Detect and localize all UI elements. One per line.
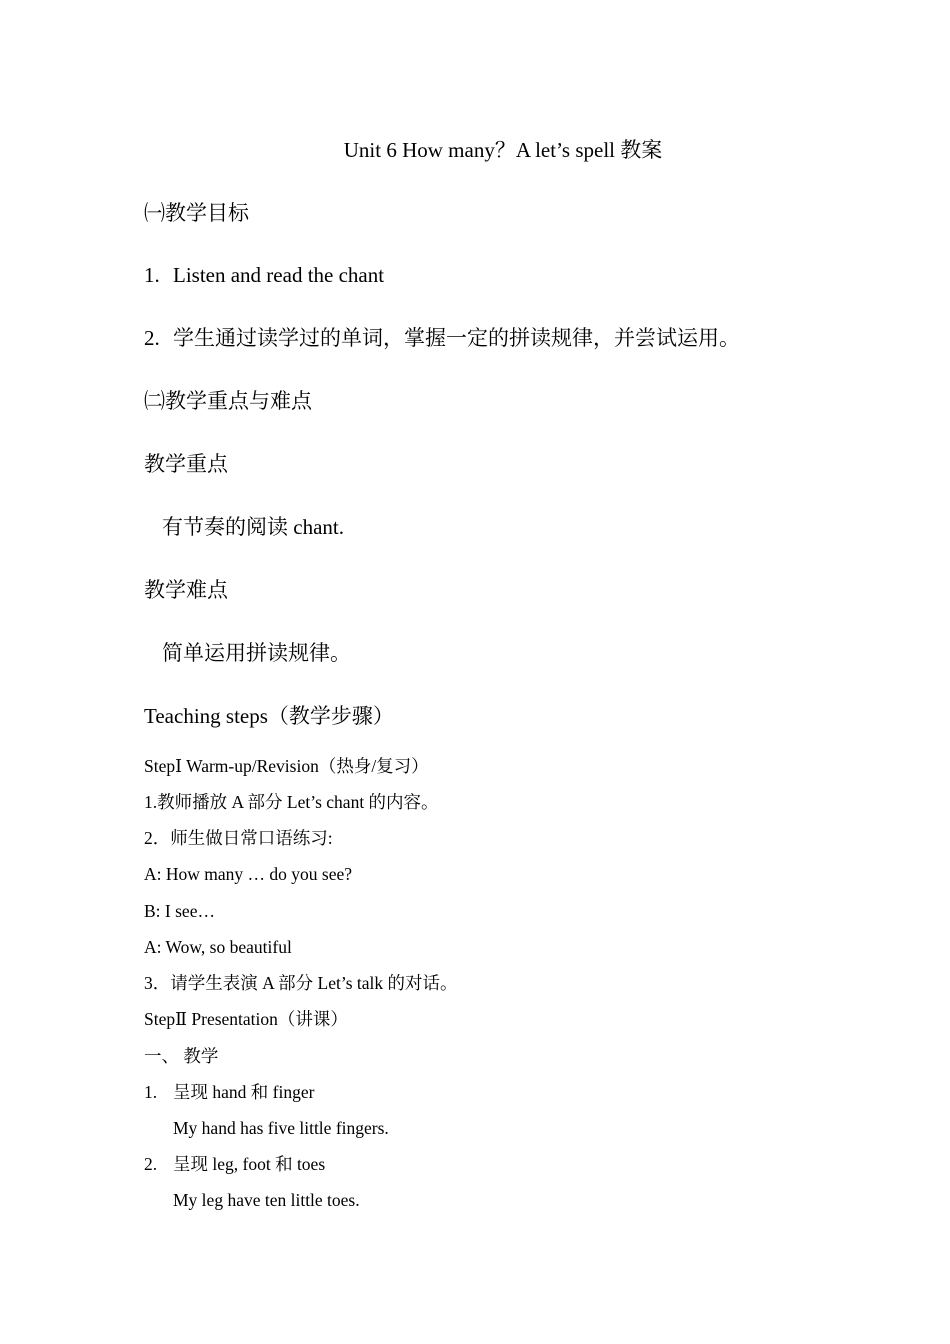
difficulty-text: 简单运用拼读规律。 bbox=[162, 641, 351, 665]
step1-heading: StepⅠ Warm-up/Revision（热身/复习） bbox=[144, 756, 429, 776]
objective-text: Listen and read the chant bbox=[173, 263, 385, 287]
step2-item-text: 呈现 leg, foot 和 toes bbox=[173, 1154, 326, 1174]
key-point-text: 有节奏的阅读 chant. bbox=[162, 515, 344, 539]
teaching-steps-heading: Teaching steps（教学步骤） bbox=[144, 704, 394, 728]
step2-sub-heading: 一、 教学 bbox=[144, 1046, 219, 1066]
objective-number: 2. bbox=[144, 326, 160, 350]
step2-item-text: 呈现 hand 和 finger bbox=[173, 1082, 315, 1102]
step1-line: 1.教师播放 A 部分 Let’s chant 的内容。 bbox=[144, 792, 439, 812]
objective-text: 学生通过读学过的单词，掌握一定的拼读规律，并尝试运用。 bbox=[173, 326, 740, 350]
step1-line: 3．请学生表演 A 部分 Let’s talk 的对话。 bbox=[144, 973, 458, 993]
step1-line: 2．师生做日常口语练习: bbox=[144, 828, 333, 848]
step2-item-example: My leg have ten little toes. bbox=[173, 1190, 360, 1210]
step1-line: A: How many … do you see? bbox=[144, 864, 353, 884]
step2-item bbox=[144, 1156, 325, 1174]
section-heading-key-points: ㈡教学重点与难点 bbox=[144, 389, 312, 413]
objective-number: 1. bbox=[144, 263, 160, 287]
step1-line: B: I see… bbox=[144, 901, 215, 921]
section-heading-objectives: ㈠教学目标 bbox=[144, 201, 249, 225]
step2-item bbox=[144, 1084, 314, 1102]
key-point-label: 教学重点 bbox=[144, 452, 228, 476]
objective-item bbox=[144, 328, 740, 349]
difficulty-label: 教学难点 bbox=[144, 578, 228, 602]
step1-line: A: Wow, so beautiful bbox=[144, 937, 292, 957]
step2-item-number: 2. bbox=[144, 1154, 158, 1174]
objective-item bbox=[144, 265, 384, 286]
step2-item-number: 1. bbox=[144, 1082, 158, 1102]
step2-heading: StepⅡ Presentation（讲课） bbox=[144, 1009, 348, 1029]
document-title: Unit 6 How many？A let’s spell 教案 bbox=[343, 138, 663, 162]
step2-item-example: My hand has five little fingers. bbox=[173, 1118, 389, 1138]
